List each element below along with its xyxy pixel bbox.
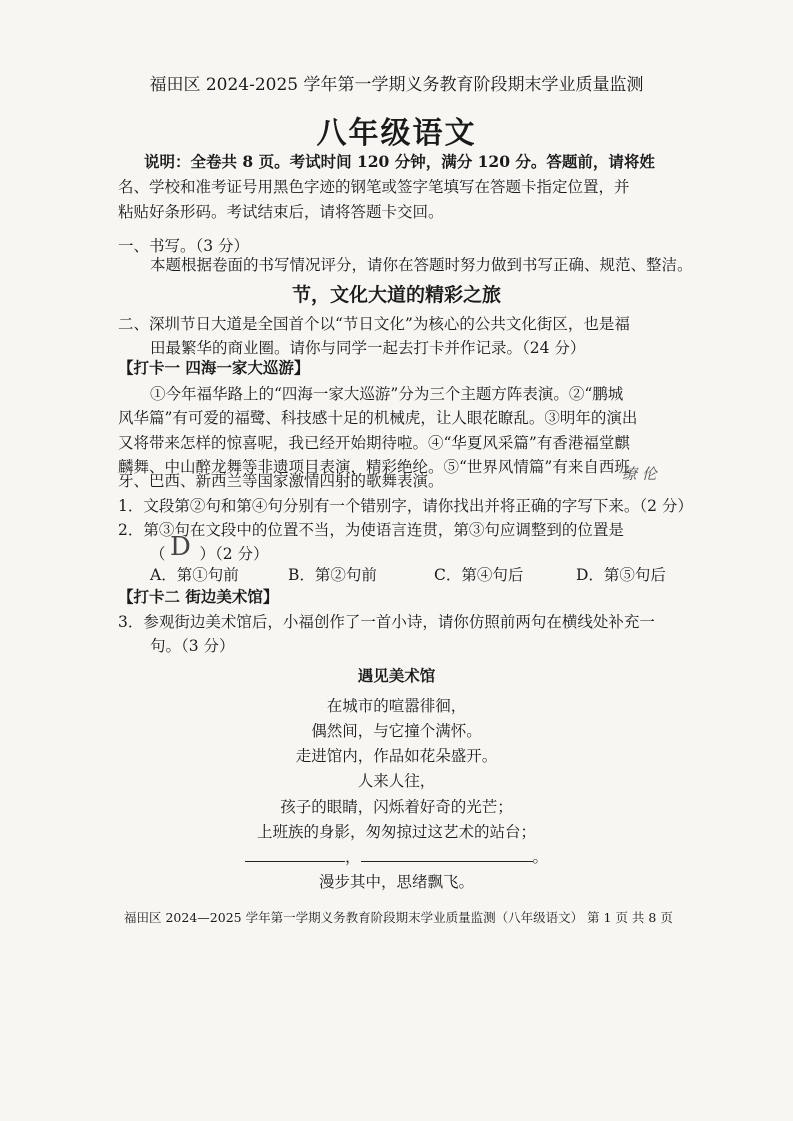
section2-intro-1: 二、深圳节日大道是全国首个以“节日文化”为核心的公共文化街区，也是福 bbox=[118, 315, 630, 333]
q2-paren-close: ）（2 分） bbox=[199, 545, 269, 563]
poem-line-1: 在城市的喧嚣徘徊， bbox=[326, 697, 467, 715]
poem-line-3: 走进馆内，作品如花朵盛开。 bbox=[295, 747, 498, 765]
q2-option-a: A．第①句前 bbox=[150, 566, 239, 584]
instructions-line-1: 说明：全卷共 8 页。考试时间 120 分钟，满分 120 分。答题前，请将姓 bbox=[144, 152, 655, 171]
handwritten-answer-q1: 缭 伦 bbox=[622, 465, 657, 483]
passage-line-5: 牙、巴西、新西兰等国家激情四射的歌舞表演。 bbox=[118, 472, 444, 490]
poem-blank-end: 。 bbox=[532, 848, 549, 866]
q2-option-c: C．第④句后 bbox=[434, 566, 524, 584]
poem-title: 遇见美术馆 bbox=[357, 667, 436, 685]
question-2-line-2 bbox=[150, 542, 269, 564]
passage-line-2: 风华篇”有可爱的福鹭、科技感十足的机械虎，让人眼花瞭乱。③明年的演出 bbox=[118, 409, 638, 427]
checkin1-title: 【打卡一 四海一家大巡游】 bbox=[118, 358, 310, 377]
poem-line-5: 孩子的眼睛，闪烁着好奇的光芒； bbox=[280, 798, 513, 816]
poem-blank-separator: ， bbox=[344, 848, 361, 866]
passage-line-3: 又将带来怎样的惊喜呢，我已经开始期待啦。④“华夏风采篇”有香港福堂麒 bbox=[118, 434, 630, 452]
exam-header: 福田区 2024-2025 学年第一学期义务教育阶段期末学业质量监测 bbox=[149, 75, 644, 95]
section1-heading: 一、书写。（3 分） bbox=[118, 237, 250, 255]
poem-blank-1[interactable] bbox=[245, 847, 345, 862]
handwritten-answer-q2: D bbox=[170, 532, 191, 562]
page-footer: 福田区 2024—2025 学年第一学期义务教育阶段期末学业质量监测（八年级语文） 第 1 页 共 8 页 bbox=[124, 910, 673, 925]
passage-line-4: 麟舞、中山醉龙舞等非遗项目表演，精彩绝纶。⑤“世界风情篇”有来自西班 bbox=[118, 458, 630, 476]
checkin2-title: 【打卡二 街边美术馆】 bbox=[118, 587, 279, 606]
question-3-line-2: 句。（3 分） bbox=[150, 637, 235, 655]
poem-blank-line bbox=[0, 845, 793, 867]
q2-option-b: B．第②句前 bbox=[288, 566, 377, 584]
instructions-line-2: 名、学校和准考证号用黑色字迹的钢笔或签字笔填写在答题卡指定位置，并 bbox=[118, 178, 630, 196]
poem-last-line: 漫步其中，思绪飘飞。 bbox=[318, 873, 474, 891]
section1-body: 本题根据卷面的书写情况评分，请你在答题时努力做到书写正确、规范、整洁。 bbox=[150, 256, 693, 274]
poem-blank-2[interactable] bbox=[361, 847, 533, 862]
section2-intro-2: 田最繁华的商业圈。请你与同学一起去打卡并作记录。（24 分） bbox=[150, 339, 586, 357]
theme-title: 节，文化大道的精彩之旅 bbox=[291, 284, 501, 306]
question-2-line-1: 2．第③句在文段中的位置不当，为使语言连贯，第③句应调整到的位置是 bbox=[118, 521, 624, 539]
exam-title: 八年级语文 bbox=[316, 116, 477, 151]
poem-line-2: 偶然间，与它撞个满怀。 bbox=[311, 722, 482, 740]
instructions-line-3: 粘贴好条形码。考试结束后，请将答题卡交回。 bbox=[118, 203, 444, 221]
question-1: 1．文段第②句和第④句分别有一个错别字，请你找出并将正确的字写下来。（2 分） bbox=[118, 497, 693, 515]
passage-line-1: ①今年福华路上的“四海一家大巡游”分为三个主题方阵表演。②“鹏城 bbox=[150, 385, 624, 403]
poem-line-6: 上班族的身影，匆匆掠过这艺术的站台； bbox=[256, 823, 536, 841]
question-3-line-1: 3．参观街边美术馆后，小福创作了一首小诗，请你仿照前两句在横线处补充一 bbox=[118, 613, 655, 631]
q2-option-d: D．第⑤句后 bbox=[576, 566, 666, 584]
poem-line-4: 人来人往， bbox=[357, 772, 436, 790]
q2-paren-open: （ bbox=[150, 545, 166, 563]
